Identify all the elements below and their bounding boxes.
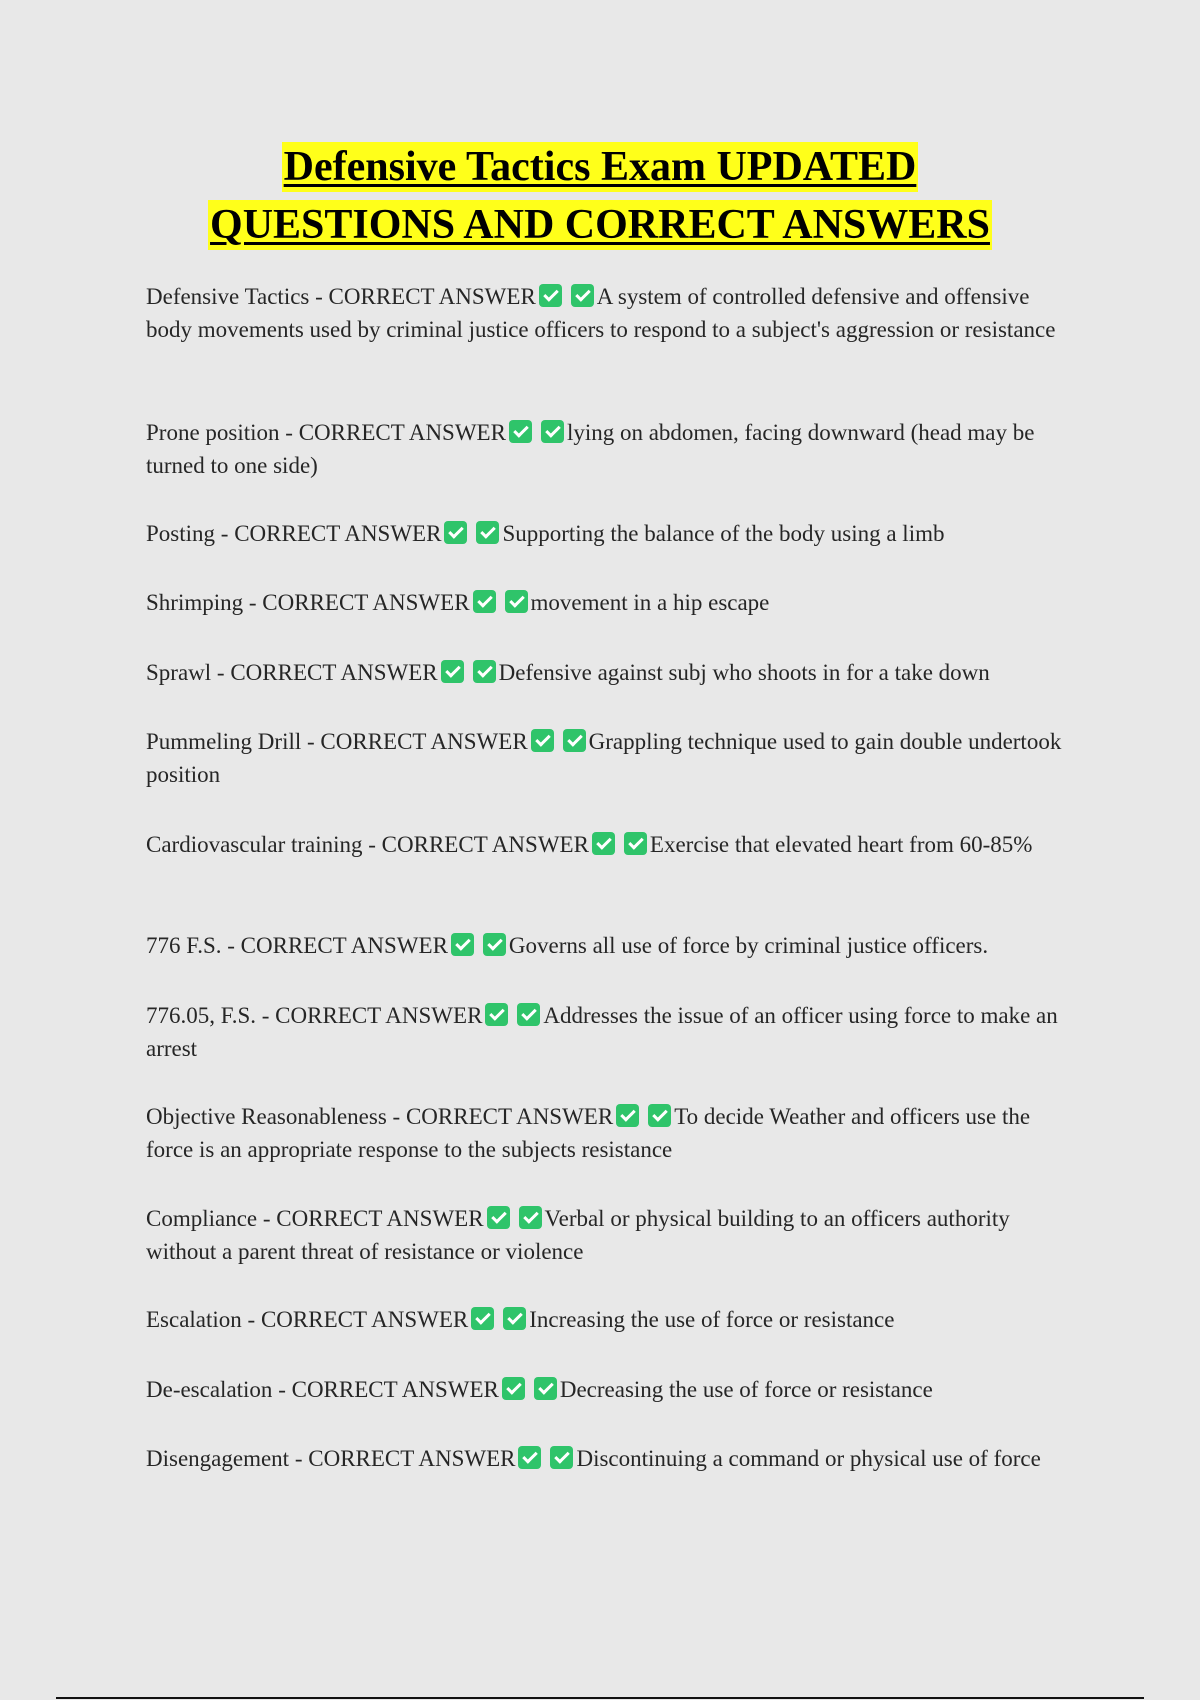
entry-answer: A system of controlled defensive and offensive body movements used by criminal justice officers to respond to a subject's aggression or resistance: [146, 284, 1056, 342]
check-mark-icon: [476, 521, 499, 544]
entry-term: Defensive Tactics: [146, 284, 310, 309]
entry-answer: Defensive against subj who shoots in for a take down: [498, 660, 990, 685]
footer-divider: [56, 1697, 1144, 1699]
entry-term: Prone position: [146, 420, 280, 445]
qa-entry: [146, 725, 1066, 791]
qa-entry: [146, 999, 1066, 1065]
check-mark-icon: [509, 420, 532, 443]
check-mark-icon: [473, 590, 496, 613]
entry-separator: - CORRECT ANSWER: [362, 832, 589, 857]
entry-answer: Grappling technique used to gain double undertook position: [146, 729, 1062, 787]
check-mark-icon: [502, 1377, 525, 1400]
entry-separator: - CORRECT ANSWER: [243, 590, 470, 615]
entry-answer: To decide Weather and officers use the force is an appropriate response to the subjects resistance: [146, 1104, 1031, 1162]
entry-answer: Increasing the use of force or resistance: [529, 1307, 895, 1332]
entry-term: Cardiovascular training: [146, 832, 363, 857]
check-mark-icon: [539, 284, 562, 307]
check-mark-icon: [563, 729, 586, 752]
check-mark-icon: [485, 1003, 508, 1026]
entry-term: Posting: [146, 521, 216, 546]
entry-separator: - CORRECT ANSWER: [221, 933, 448, 958]
check-mark-icon: [616, 1104, 639, 1127]
entry-term: Compliance: [146, 1206, 258, 1231]
title-line-2: QUESTIONS AND CORRECT ANSWERS: [210, 202, 990, 248]
entry-term: 776 F.S.: [146, 933, 222, 958]
entry-separator: - CORRECT ANSWER: [279, 420, 506, 445]
entry-separator: - CORRECT ANSWER: [386, 1104, 614, 1129]
entry-answer: Decreasing the use of force or resistance: [559, 1377, 933, 1402]
qa-entry: [146, 828, 1066, 861]
check-mark-icon: [487, 1206, 510, 1229]
entry-answer: Governs all use of force by criminal justice officers.: [508, 933, 989, 958]
entry-separator: - CORRECT ANSWER: [272, 1377, 499, 1402]
check-mark-icon: [519, 1206, 542, 1229]
qa-entry: [146, 929, 1066, 962]
check-mark-icon: [503, 1307, 526, 1330]
entry-separator: - CORRECT ANSWER: [257, 1206, 484, 1231]
entry-answer: lying on abdomen, facing downward (head may be turned to one side): [146, 420, 1035, 478]
check-mark-icon: [505, 590, 528, 613]
entry-separator: - CORRECT ANSWER: [309, 284, 536, 309]
check-mark-icon: [550, 1446, 573, 1469]
entry-term: Escalation: [146, 1307, 242, 1332]
check-mark-icon: [518, 1446, 541, 1469]
entry-term: Objective Reasonableness: [146, 1104, 387, 1129]
entry-answer: movement in a hip escape: [530, 590, 770, 615]
entry-separator: - CORRECT ANSWER: [211, 660, 438, 685]
qa-entry: [146, 586, 1066, 619]
check-mark-icon: [648, 1104, 671, 1127]
check-mark-icon: [441, 660, 464, 683]
check-mark-icon: [483, 933, 506, 956]
document-title: [100, 142, 1100, 258]
qa-entry: [146, 416, 1066, 482]
entry-term: Disengagement: [146, 1446, 290, 1471]
entry-separator: - CORRECT ANSWER: [215, 521, 442, 546]
entry-term: Sprawl: [146, 660, 212, 685]
check-mark-icon: [592, 832, 615, 855]
check-mark-icon: [541, 420, 564, 443]
entry-separator: - CORRECT ANSWER: [301, 729, 528, 754]
entry-separator: - CORRECT ANSWER: [256, 1003, 483, 1028]
entry-term: 776.05, F.S.: [146, 1003, 256, 1028]
qa-entry: [146, 280, 1066, 346]
check-mark-icon: [444, 521, 467, 544]
check-mark-icon: [517, 1003, 540, 1026]
entry-term: De-escalation: [146, 1377, 273, 1402]
qa-entry: [146, 517, 1066, 550]
check-mark-icon: [473, 660, 496, 683]
entry-answer: Discontinuing a command or physical use of force: [576, 1446, 1041, 1471]
entry-answer: Supporting the balance of the body using a limb: [502, 521, 945, 546]
entry-answer: Verbal or physical building to an officers authority without a parent threat of resistance or violence: [146, 1206, 1010, 1264]
check-mark-icon: [571, 284, 594, 307]
entry-answer: Exercise that elevated heart from 60-85%: [649, 832, 1033, 857]
qa-entry: [146, 656, 1066, 689]
qa-entry: [146, 1303, 1066, 1336]
qa-entry: [146, 1100, 1066, 1166]
entry-term: Pummeling Drill: [146, 729, 302, 754]
qa-entry: [146, 1202, 1066, 1268]
check-mark-icon: [624, 832, 647, 855]
check-mark-icon: [471, 1307, 494, 1330]
check-mark-icon: [534, 1377, 557, 1400]
title-line-1: Defensive Tactics Exam UPDATED: [283, 144, 917, 190]
entry-separator: - CORRECT ANSWER: [241, 1307, 469, 1332]
check-mark-icon: [451, 933, 474, 956]
check-mark-icon: [531, 729, 554, 752]
entry-separator: - CORRECT ANSWER: [289, 1446, 516, 1471]
entry-answer: Addresses the issue of an officer using force to make an arrest: [146, 1003, 1058, 1061]
qa-entry: [146, 1373, 1066, 1406]
qa-entry: [146, 1442, 1066, 1475]
entry-term: Shrimping: [146, 590, 244, 615]
